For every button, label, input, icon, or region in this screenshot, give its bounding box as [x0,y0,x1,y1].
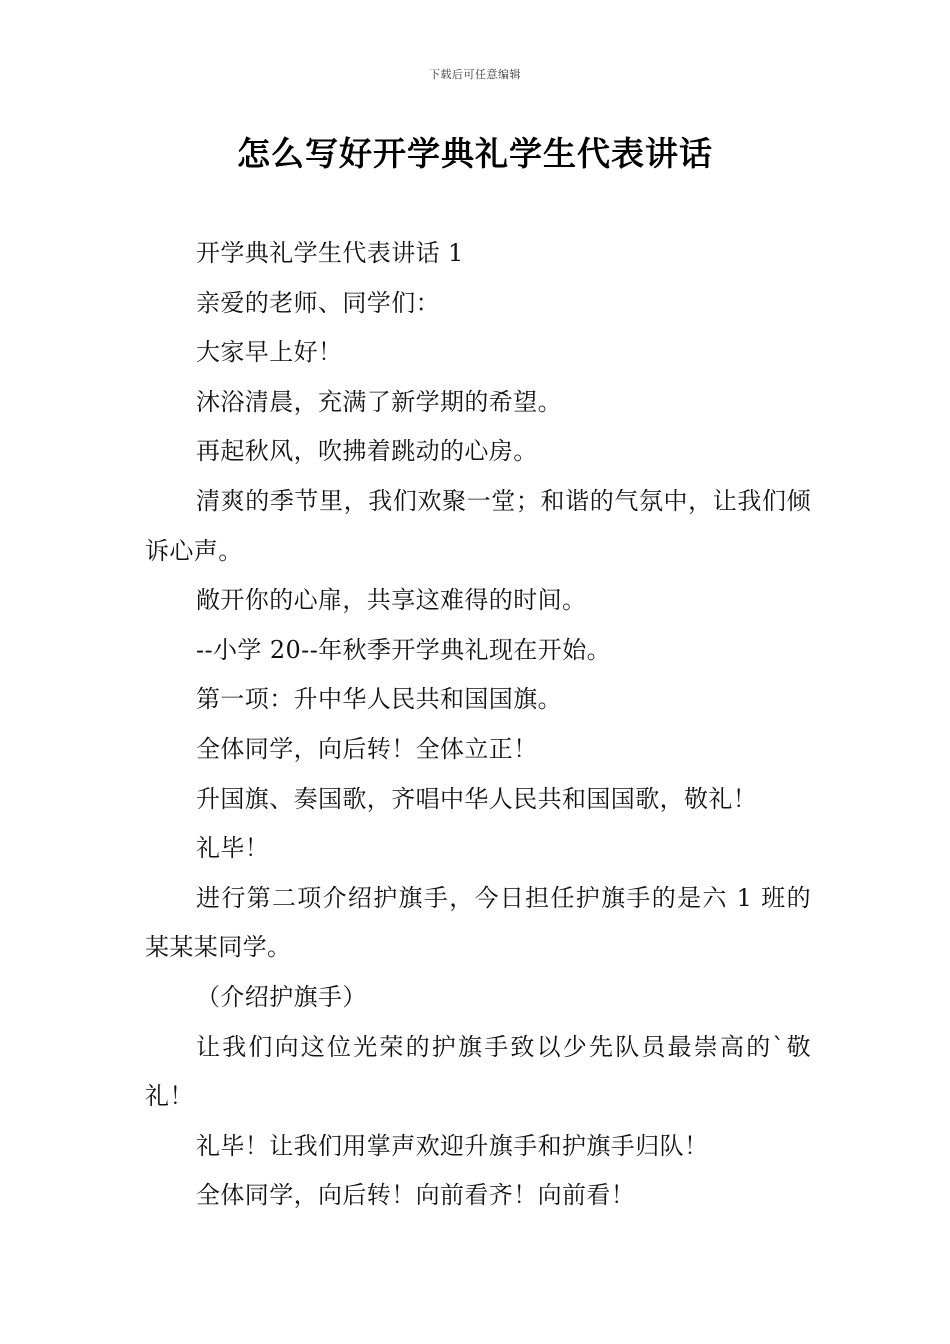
document-title: 怎么写好开学典礼学生代表讲话 [237,134,713,173]
paragraph: 进行第二项介绍护旗手，今日担任护旗手的是六 1 班的某某某同学。 [145,883,811,962]
paragraph: （介绍护旗手） [196,982,367,1011]
paragraph: 第一项：升中华人民共和国国旗。 [196,685,562,714]
paragraph: 大家早上好！ [196,338,343,367]
paragraph: 礼毕！ [196,834,270,863]
paragraph: 沐浴清晨，充满了新学期的希望。 [196,387,562,416]
paragraph: 全体同学，向后转！向前看齐！向前看！ [196,1181,636,1210]
paragraph: 礼毕！让我们用掌声欢迎升旗手和护旗手归队！ [196,1131,709,1160]
paragraph: --小学 20--年秋季开学典礼现在开始。 [196,635,612,664]
header-note: 下载后可任意编辑 [429,68,521,81]
document-body [145,229,811,1221]
paragraph: 再起秋风，吹拂着跳动的心房。 [196,437,538,466]
paragraph: 亲爱的老师、同学们： [196,288,440,317]
paragraph: 开学典礼学生代表讲话 1 [196,239,464,267]
paragraph: 升国旗、奏国歌，齐唱中华人民共和国国歌，敬礼！ [196,784,758,813]
paragraph: 让我们向这位光荣的护旗手致以少先队员最崇高的`敬礼！ [145,1032,811,1111]
paragraph: 敞开你的心扉，共享这难得的时间。 [196,586,587,615]
paragraph: 全体同学，向后转！全体立正！ [196,734,538,763]
paragraph: 清爽的季节里，我们欢聚一堂；和谐的气氛中，让我们倾诉心声。 [145,486,811,565]
